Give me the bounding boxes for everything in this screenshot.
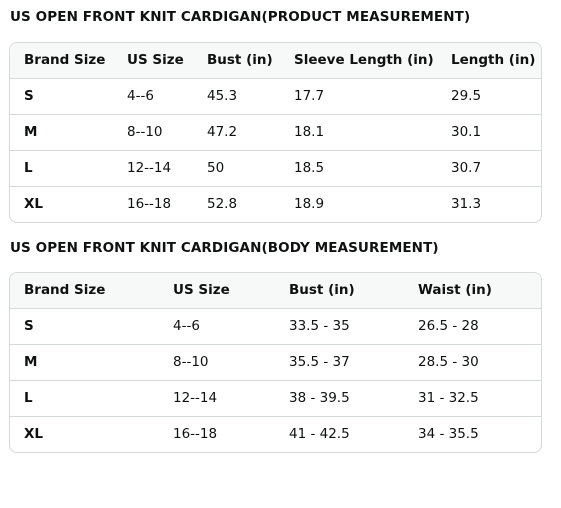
cell-brand-size: L: [24, 390, 33, 406]
header-us-size: US Size: [173, 282, 230, 299]
cell-us-size: 16--18: [173, 426, 218, 443]
cell-bust: 35.5 - 37: [289, 354, 350, 370]
header-brand-size: Brand Size: [24, 282, 106, 299]
cell-brand-size: M: [24, 354, 38, 370]
body-measurement-table: [9, 272, 542, 453]
table-header-row: [10, 43, 541, 78]
cell-sleeve-length: 17.7: [294, 88, 325, 104]
cell-us-size: 8--10: [127, 124, 163, 140]
cell-us-size: 4--6: [173, 318, 200, 334]
header-brand-size: Brand Size: [24, 52, 106, 69]
header-us-size: US Size: [127, 52, 184, 69]
cell-length: 29.5: [451, 88, 482, 104]
cell-bust: 47.2: [207, 124, 238, 140]
cell-brand-size: S: [24, 88, 34, 104]
cell-brand-size: L: [24, 160, 33, 176]
cell-sleeve-length: 18.5: [294, 160, 325, 176]
table-row: [10, 308, 541, 344]
cell-bust: 38 - 39.5: [289, 390, 350, 406]
table-row: [10, 150, 541, 186]
cell-us-size: 8--10: [173, 354, 209, 370]
table-row: [10, 78, 541, 114]
cell-sleeve-length: 18.9: [294, 196, 325, 213]
cell-waist: 34 - 35.5: [418, 426, 479, 443]
header-waist: Waist (in): [418, 282, 492, 299]
table-row: [10, 186, 541, 222]
cell-bust: 50: [207, 160, 225, 176]
cell-us-size: 4--6: [127, 88, 154, 104]
body-measurement-title: US OPEN FRONT KNIT CARDIGAN(BODY MEASUREMENT): [10, 240, 439, 256]
table-row: [10, 416, 541, 452]
table-row: [10, 380, 541, 416]
product-measurement-title: US OPEN FRONT KNIT CARDIGAN(PRODUCT MEASUREMENT): [10, 9, 471, 25]
cell-bust: 41 - 42.5: [289, 426, 350, 443]
cell-brand-size: M: [24, 124, 38, 140]
cell-length: 30.7: [451, 160, 482, 176]
cell-length: 30.1: [451, 124, 482, 140]
cell-brand-size: XL: [24, 196, 44, 213]
cell-waist: 28.5 - 30: [418, 354, 479, 370]
product-measurement-table: [9, 42, 542, 223]
header-length: Length (in): [451, 52, 536, 69]
cell-bust: 52.8: [207, 196, 238, 213]
cell-sleeve-length: 18.1: [294, 124, 325, 140]
table-row: [10, 114, 541, 150]
table-header-row: [10, 273, 541, 308]
cell-waist: 26.5 - 28: [418, 318, 479, 334]
cell-length: 31.3: [451, 196, 482, 213]
cell-brand-size: XL: [24, 426, 44, 443]
header-sleeve-length: Sleeve Length (in): [294, 52, 434, 69]
cell-us-size: 12--14: [173, 390, 218, 406]
cell-us-size: 16--18: [127, 196, 172, 213]
table-row: [10, 344, 541, 380]
header-bust: Bust (in): [289, 282, 355, 299]
cell-brand-size: S: [24, 318, 34, 334]
cell-waist: 31 - 32.5: [418, 390, 479, 406]
cell-bust: 45.3: [207, 88, 238, 104]
cell-us-size: 12--14: [127, 160, 172, 176]
cell-bust: 33.5 - 35: [289, 318, 350, 334]
header-bust: Bust (in): [207, 52, 273, 69]
